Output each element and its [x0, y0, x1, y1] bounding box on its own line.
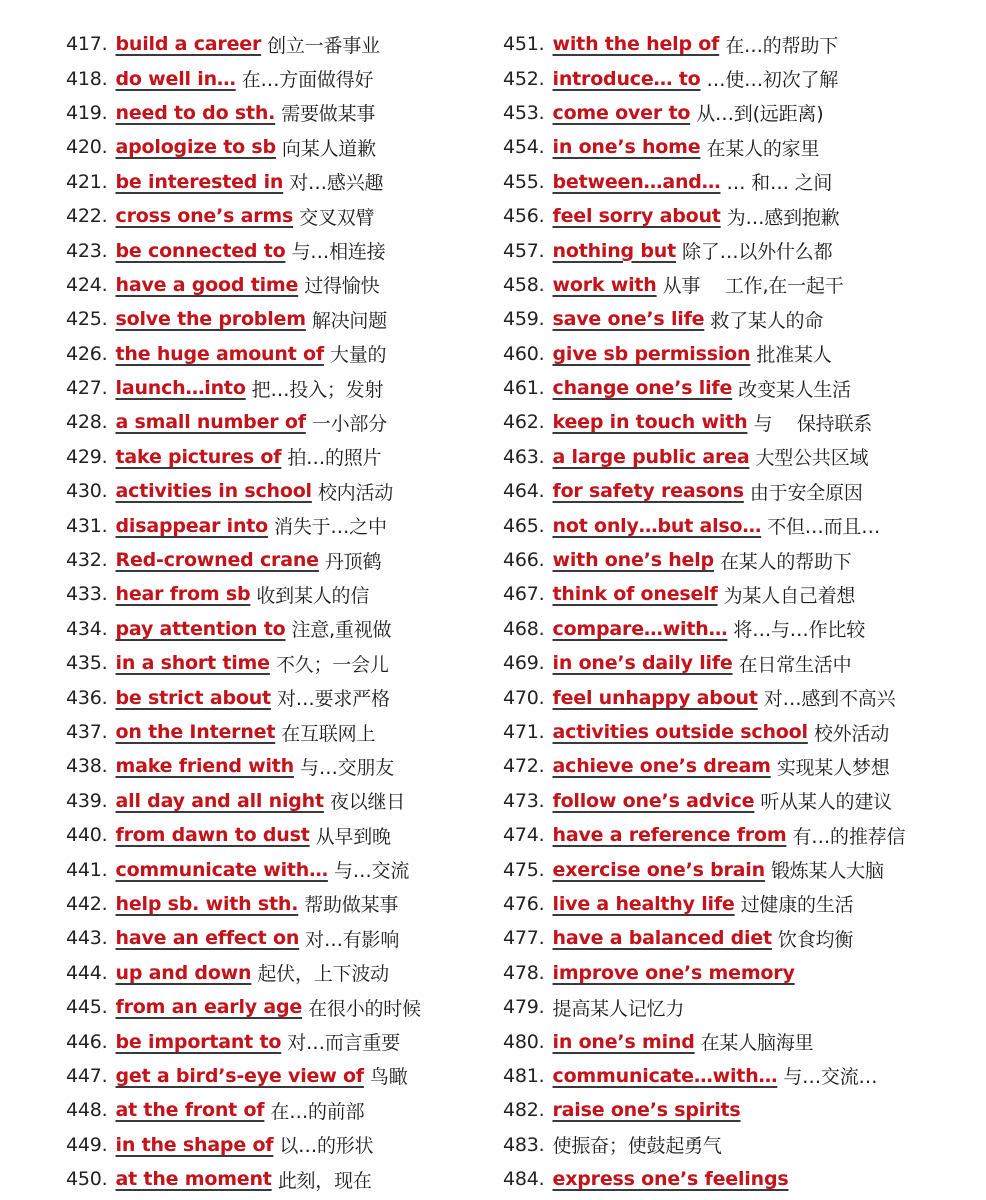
phrase-number: 434.	[66, 617, 108, 640]
chinese-meaning: 与…交流…	[783, 1066, 878, 1089]
chinese-meaning: 此刻，现在	[277, 1169, 372, 1192]
english-phrase: in one’s daily life	[552, 652, 733, 675]
chinese-meaning: 从…到(远距离)	[696, 103, 824, 126]
chinese-meaning: 一小部分	[311, 412, 387, 435]
phrase-number: 436.	[66, 686, 108, 709]
phrase-number: 442.	[66, 892, 108, 915]
phrase-row	[503, 887, 973, 921]
phrase-number: 425.	[66, 308, 108, 331]
english-phrase: apologize to sb	[115, 136, 276, 159]
phrase-row	[66, 612, 486, 646]
english-phrase: save one’s life	[552, 308, 705, 331]
phrase-row	[503, 921, 973, 955]
chinese-meaning: 以…的形状	[279, 1135, 374, 1158]
english-phrase: improve one’s memory	[552, 961, 795, 984]
chinese-meaning: …使…初次了解	[706, 69, 839, 92]
phrase-number: 475.	[503, 858, 545, 881]
chinese-meaning: 在…的前部	[270, 1100, 365, 1123]
english-phrase: be interested in	[115, 170, 284, 193]
english-phrase: all day and all night	[115, 789, 324, 812]
phrase-row	[503, 852, 973, 886]
phrase-number: 473.	[503, 789, 545, 812]
chinese-meaning: 为…感到抱歉	[726, 206, 840, 229]
english-phrase: work with	[552, 273, 657, 296]
phrase-row	[503, 1128, 973, 1162]
phrase-row	[503, 577, 973, 611]
english-phrase: with one’s help	[552, 549, 714, 572]
english-phrase: raise one’s spirits	[552, 1099, 741, 1122]
english-phrase: in a short time	[115, 652, 270, 675]
phrase-number: 463.	[503, 445, 545, 468]
chinese-meaning: 在日常生活中	[738, 653, 852, 676]
phrase-number: 470.	[503, 686, 545, 709]
english-phrase: hear from sb	[115, 583, 251, 606]
english-phrase: be strict about	[115, 686, 271, 709]
phrase-number: 483.	[503, 1133, 545, 1156]
chinese-meaning: 起伏，上下波动	[257, 963, 389, 986]
phrase-row	[66, 543, 486, 577]
chinese-meaning: 对…感兴趣	[289, 172, 384, 195]
phrase-row	[503, 818, 973, 852]
chinese-meaning: 在某人脑海里	[700, 1032, 814, 1055]
phrase-number: 435.	[66, 652, 108, 675]
english-phrase: achieve one’s dream	[552, 755, 771, 778]
english-phrase: in one’s home	[552, 136, 701, 159]
phrase-number: 452.	[503, 67, 545, 90]
chinese-meaning: 与…相连接	[291, 241, 386, 264]
phrase-number: 421.	[66, 170, 108, 193]
chinese-meaning: 实现某人梦想	[776, 756, 890, 779]
phrase-row	[66, 887, 486, 921]
phrase-number: 446.	[66, 1030, 108, 1053]
english-phrase: have a balanced diet	[552, 927, 772, 950]
phrase-number: 464.	[503, 480, 545, 503]
phrase-row	[66, 990, 486, 1024]
phrase-number: 482.	[503, 1099, 545, 1122]
english-phrase: be connected to	[115, 239, 286, 262]
chinese-meaning: 听从某人的建议	[760, 791, 892, 814]
chinese-meaning: 与 保持联系	[753, 412, 873, 435]
english-phrase: introduce… to	[552, 67, 701, 90]
phrase-row	[503, 337, 973, 371]
phrase-row	[503, 990, 973, 1024]
chinese-meaning: 由于安全原因	[749, 481, 863, 504]
english-phrase: be important to	[115, 1030, 282, 1053]
chinese-meaning: 帮助做某事	[304, 894, 399, 917]
phrase-row	[66, 302, 486, 336]
phrase-number: 453.	[503, 101, 545, 124]
phrase-row	[503, 165, 973, 199]
chinese-meaning: 在…的帮助下	[725, 34, 838, 57]
phrase-row	[66, 440, 486, 474]
chinese-meaning: 批准某人	[756, 344, 832, 367]
chinese-meaning: 需要做某事	[281, 103, 376, 126]
phrase-number: 457.	[503, 239, 545, 262]
phrase-number: 419.	[66, 101, 108, 124]
phrase-number: 480.	[503, 1030, 545, 1053]
chinese-meaning: 与…交朋友	[300, 756, 395, 779]
english-phrase: have a good time	[115, 273, 299, 296]
phrase-row	[503, 27, 973, 61]
phrase-number: 423.	[66, 239, 108, 262]
chinese-meaning: 鸟瞰	[369, 1066, 408, 1089]
phrase-row	[66, 921, 486, 955]
phrase-row	[503, 440, 973, 474]
phrase-number: 462.	[503, 411, 545, 434]
chinese-meaning: 收到某人的信	[256, 584, 370, 607]
phrase-number: 467.	[503, 583, 545, 606]
english-phrase: from an early age	[115, 996, 303, 1019]
chinese-meaning: 向某人道歉	[281, 137, 376, 160]
chinese-meaning: 解决问题	[311, 309, 388, 332]
chinese-meaning: 从早到晚	[315, 825, 391, 848]
english-phrase: exercise one’s brain	[552, 858, 765, 881]
phrase-row	[503, 1093, 973, 1127]
english-phrase: solve the problem	[115, 308, 306, 331]
phrase-number: 429.	[66, 445, 108, 468]
phrase-row	[66, 199, 486, 233]
english-phrase: get a bird’s-eye view of	[115, 1064, 364, 1087]
english-phrase: in the shape of	[115, 1133, 274, 1156]
phrase-row	[66, 577, 486, 611]
english-phrase: pay attention to	[115, 617, 286, 640]
chinese-meaning: 交叉双臂	[299, 206, 375, 229]
english-phrase: communicate…with…	[552, 1064, 778, 1087]
english-phrase: communicate with…	[115, 858, 328, 881]
english-phrase: with the help of	[552, 33, 720, 56]
phrase-number: 484.	[503, 1168, 545, 1191]
phrase-row	[503, 61, 973, 95]
phrase-row	[503, 1162, 973, 1196]
english-phrase: nothing but	[552, 239, 676, 262]
chinese-meaning: 在某人的家里	[706, 137, 820, 160]
phrase-row	[503, 233, 973, 267]
phrase-number: 451.	[503, 33, 545, 56]
english-phrase: between…and…	[552, 170, 721, 193]
phrase-number: 459.	[503, 308, 545, 331]
phrase-number: 424.	[66, 273, 108, 296]
phrase-number: 417.	[66, 33, 108, 56]
phrase-number: 461.	[503, 377, 545, 400]
phrase-number: 432.	[66, 549, 108, 572]
phrase-number: 476.	[503, 892, 545, 915]
phrase-number: 441.	[66, 858, 108, 881]
chinese-meaning: 将…与…作比较	[733, 619, 865, 642]
chinese-meaning: 改变某人生活	[738, 378, 851, 401]
english-phrase: come over to	[552, 101, 691, 124]
english-phrase: a small number of	[115, 411, 306, 434]
phrase-number: 472.	[503, 755, 545, 778]
english-phrase: launch…into	[115, 377, 246, 400]
english-phrase: think of oneself	[552, 583, 718, 606]
phrase-number: 447.	[66, 1064, 108, 1087]
chinese-meaning: 饮食均衡	[777, 928, 854, 951]
chinese-meaning: 从事 工作,在一起干	[662, 275, 844, 298]
phrase-row	[66, 233, 486, 267]
english-phrase: change one’s life	[552, 377, 733, 400]
phrase-row	[66, 818, 486, 852]
chinese-meaning: 过得愉快	[304, 275, 380, 298]
phrase-row	[503, 405, 973, 439]
phrase-row	[503, 371, 973, 405]
chinese-meaning: 除了…以外什么都	[681, 241, 833, 264]
phrase-number: 471.	[503, 721, 545, 743]
chinese-meaning: 救了某人的命	[710, 309, 824, 332]
chinese-meaning: 在某人的帮助下	[719, 550, 852, 573]
phrase-number: 426.	[66, 342, 108, 365]
phrase-row	[503, 268, 973, 302]
chinese-meaning: 夜以继日	[329, 791, 406, 814]
english-phrase: have an effect on	[115, 927, 300, 950]
english-phrase: compare…with…	[552, 617, 728, 640]
chinese-meaning: 拍…的照片	[287, 447, 382, 470]
phrase-row	[66, 130, 486, 164]
phrase-row	[66, 749, 486, 783]
phrase-number: 448.	[66, 1099, 108, 1122]
phrase-number: 439.	[66, 789, 108, 812]
phrase-row	[503, 130, 973, 164]
phrase-row	[503, 474, 973, 508]
chinese-meaning: 大量的	[329, 344, 387, 367]
phrase-row	[66, 371, 486, 405]
phrase-number: 468.	[503, 617, 545, 640]
chinese-meaning: 创立一番事业	[267, 34, 380, 57]
phrase-row	[503, 1059, 973, 1093]
phrase-row	[66, 646, 486, 680]
phrase-row	[66, 1093, 486, 1127]
english-phrase: live a healthy life	[552, 892, 735, 915]
phrase-number: 437.	[66, 721, 108, 743]
phrase-number: 444.	[66, 961, 108, 984]
right-column	[503, 27, 973, 1196]
phrase-row	[503, 543, 973, 577]
english-phrase: cross one’s arms	[115, 205, 294, 228]
english-phrase: need to do sth.	[115, 101, 276, 124]
chinese-meaning: 为某人自己着想	[723, 584, 856, 607]
phrase-number: 438.	[66, 755, 108, 778]
phrase-number: 427.	[66, 377, 108, 400]
phrase-row	[503, 96, 973, 130]
phrase-row	[503, 715, 973, 749]
english-phrase: at the front of	[115, 1099, 265, 1122]
phrase-number: 449.	[66, 1133, 108, 1156]
phrase-number: 458.	[503, 273, 545, 296]
phrase-row	[503, 508, 973, 542]
chinese-meaning: 使振奋；使鼓起勇气	[552, 1135, 722, 1158]
phrase-number: 440.	[66, 824, 108, 847]
phrase-row	[503, 612, 973, 646]
chinese-meaning: 在很小的时候	[308, 997, 421, 1020]
phrase-number: 460.	[503, 342, 545, 365]
english-phrase: in one’s mind	[552, 1030, 695, 1053]
phrase-number: 479.	[503, 996, 545, 1019]
chinese-meaning: 大型公共区域	[755, 447, 869, 470]
chinese-meaning: 与…交流	[333, 860, 410, 883]
chinese-meaning: 丹顶鹤	[324, 550, 382, 573]
phrase-row	[66, 61, 486, 95]
chinese-meaning: 对…而言重要	[287, 1032, 401, 1055]
english-phrase: feel sorry about	[552, 205, 721, 228]
english-phrase: on the Internet	[115, 721, 276, 743]
phrase-number: 456.	[503, 205, 545, 228]
english-phrase: Red-crowned crane	[115, 549, 319, 572]
english-phrase: have a reference from	[552, 824, 787, 847]
phrase-row	[66, 784, 486, 818]
english-phrase: keep in touch with	[552, 411, 748, 434]
english-phrase: make friend with	[115, 755, 295, 778]
english-phrase: not only…but also…	[552, 514, 762, 537]
chinese-meaning: 在互联网上	[281, 722, 376, 745]
phrase-number: 445.	[66, 996, 108, 1019]
phrase-row	[503, 749, 973, 783]
phrase-number: 418.	[66, 67, 108, 90]
phrase-number: 433.	[66, 583, 108, 606]
phrase-row	[66, 680, 486, 714]
phrase-number: 454.	[503, 136, 545, 159]
left-column	[66, 27, 486, 1196]
chinese-meaning: 消失于…之中	[274, 516, 387, 539]
chinese-meaning: 把…投入；发射	[251, 378, 384, 401]
phrase-row	[503, 646, 973, 680]
chinese-meaning: 校外活动	[813, 722, 890, 745]
english-phrase: give sb permission	[552, 342, 751, 365]
phrase-row	[503, 199, 973, 233]
phrase-row	[66, 1024, 486, 1058]
english-phrase: from dawn to dust	[115, 824, 310, 847]
phrase-row	[503, 1024, 973, 1058]
phrase-row	[66, 268, 486, 302]
english-phrase: disappear into	[115, 514, 269, 537]
phrase-row	[66, 405, 486, 439]
english-phrase: for safety reasons	[552, 480, 744, 503]
chinese-meaning: 注意,重视做	[291, 619, 392, 642]
chinese-meaning: 不但…而且…	[767, 516, 881, 539]
chinese-meaning: 不久；一会儿	[275, 653, 389, 676]
english-phrase: up and down	[115, 961, 252, 984]
english-phrase: express one’s feelings	[552, 1168, 789, 1191]
phrase-row	[66, 27, 486, 61]
phrase-row	[503, 680, 973, 714]
phrase-row	[66, 1162, 486, 1196]
english-phrase: do well in…	[115, 67, 236, 90]
english-phrase: activities outside school	[552, 721, 808, 743]
english-phrase: build a career	[115, 33, 262, 56]
english-phrase: help sb. with sth.	[115, 892, 299, 915]
phrase-row	[503, 956, 973, 990]
english-phrase: at the moment	[115, 1168, 272, 1191]
english-phrase: activities in school	[115, 480, 312, 503]
phrase-number: 465.	[503, 514, 545, 537]
phrase-number: 478.	[503, 961, 545, 984]
phrase-number: 420.	[66, 136, 108, 159]
phrase-number: 477.	[503, 927, 545, 950]
chinese-meaning: 对…感到不高兴	[763, 688, 896, 711]
phrase-row	[503, 784, 973, 818]
phrase-number: 450.	[66, 1168, 108, 1191]
phrase-row	[66, 165, 486, 199]
phrase-row	[66, 715, 486, 749]
chinese-meaning: 过健康的生活	[740, 894, 854, 917]
phrase-row	[66, 1128, 486, 1162]
phrase-number: 466.	[503, 549, 545, 572]
phrase-number: 455.	[503, 170, 545, 193]
phrase-number: 469.	[503, 652, 545, 675]
english-phrase: the huge amount of	[115, 342, 324, 365]
english-phrase: feel unhappy about	[552, 686, 758, 709]
phrase-row	[66, 96, 486, 130]
phrase-row	[66, 1059, 486, 1093]
chinese-meaning: 校内活动	[317, 481, 394, 504]
english-phrase: a large public area	[552, 445, 750, 468]
chinese-meaning: … 和… 之间	[726, 172, 833, 195]
english-phrase: take pictures of	[115, 445, 282, 468]
chinese-meaning: 提高某人记忆力	[552, 997, 685, 1020]
phrase-number: 430.	[66, 480, 108, 503]
phrase-number: 428.	[66, 411, 108, 434]
chinese-meaning: 锻炼某人大脑	[770, 860, 884, 883]
phrase-number: 443.	[66, 927, 108, 950]
english-phrase: follow one’s advice	[552, 789, 755, 812]
phrase-number: 481.	[503, 1064, 545, 1087]
phrase-row	[66, 956, 486, 990]
phrase-number: 431.	[66, 514, 108, 537]
chinese-meaning: 对…要求严格	[276, 688, 390, 711]
phrase-row	[66, 337, 486, 371]
phrase-row	[503, 302, 973, 336]
phrase-number: 474.	[503, 824, 545, 847]
phrase-row	[66, 474, 486, 508]
phrase-row	[66, 508, 486, 542]
chinese-meaning: 有…的推荐信	[792, 825, 906, 848]
phrase-number: 422.	[66, 205, 108, 228]
chinese-meaning: 在…方面做得好	[241, 69, 374, 92]
phrase-row	[66, 852, 486, 886]
chinese-meaning: 对…有影响	[305, 928, 400, 951]
